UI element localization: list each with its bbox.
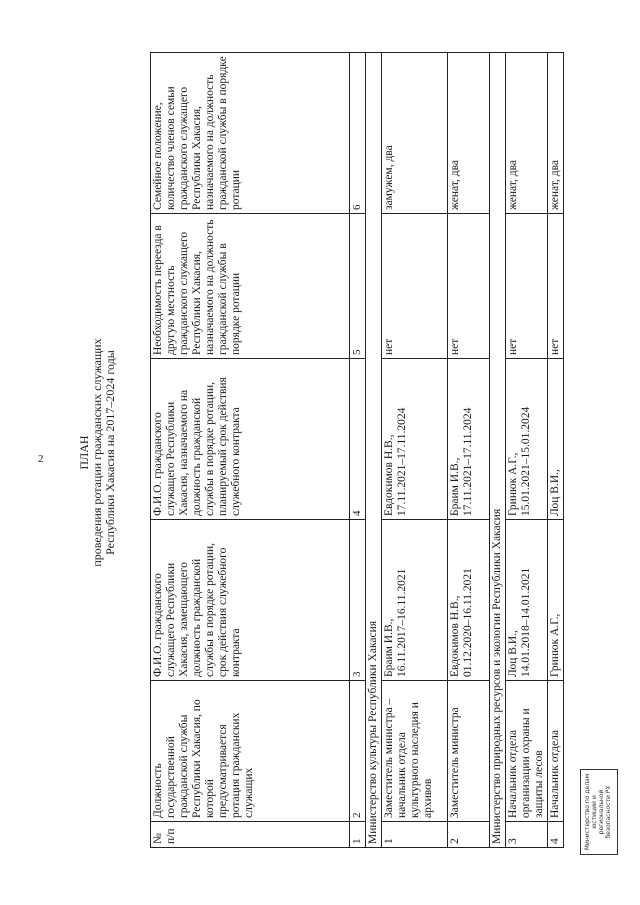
family-cell: женат, два <box>548 53 564 214</box>
current-employee-name: Браим И.В., <box>383 618 395 677</box>
column-number: 1 <box>350 822 366 848</box>
new-employee-cell <box>382 359 448 520</box>
column-number: 3 <box>350 520 366 681</box>
position-cell: Заместитель министра <box>448 681 490 822</box>
header-relocation: Необходимость переезда в другую местность гражданского служащего Республики Хакасия, назначаемого на должность гражданской службы в порядке ротации <box>151 214 350 359</box>
stamp-line: юстиции и региональной <box>591 789 605 835</box>
table-row <box>506 53 548 848</box>
document-subtitle-2: Республики Хакасия на 2017–2024 годы <box>103 350 117 555</box>
new-employee-cell <box>506 359 548 520</box>
new-contract-term: 17.11.2021–17.11.2024 <box>396 407 408 516</box>
table-row <box>382 53 448 848</box>
header-position: Должность государственной гражданской службы Республики Хакасия, по которой предусматривается ротация гражданских служащих <box>151 681 350 822</box>
current-contract-term: 01.12.2020–16.11.2021 <box>462 568 474 677</box>
current-employee-cell <box>382 520 448 681</box>
section-row <box>490 53 506 848</box>
column-number: 2 <box>350 681 366 822</box>
position-cell: Заместитель министра – начальник отдела культурного наследия и архивов <box>382 681 448 822</box>
position-cell: Начальник отдела организации охраны и защиты лесов <box>506 681 548 822</box>
header-new-employee: Ф.И.О. гражданского служащего Республики Хакасия, назначаемого на должность гражданской службы в порядке ротации, планируемый срок действия служебного контракта <box>151 359 350 520</box>
section-title: Министерство культуры Республики Хакасия <box>366 53 382 848</box>
section-row <box>366 53 382 848</box>
new-contract-term: 17.11.2021–17.11.2024 <box>462 407 474 516</box>
page-number: 2 <box>38 453 44 465</box>
relocation-cell: нет <box>548 214 564 359</box>
row-number: 4 <box>548 822 564 848</box>
row-number: 2 <box>448 822 490 848</box>
current-employee-name: Гринюк А.Г., <box>549 613 561 677</box>
current-employee-cell <box>448 520 490 681</box>
stamp-line: Министерство по делам <box>584 773 591 851</box>
rotation-plan-table <box>150 52 564 848</box>
new-employee-cell <box>448 359 490 520</box>
column-number-row <box>350 53 366 848</box>
table-row <box>548 53 564 848</box>
row-number: 3 <box>506 822 548 848</box>
relocation-cell: нет <box>448 214 490 359</box>
header-row <box>151 53 350 848</box>
new-employee-name: Гринюк А.Г., <box>507 452 519 516</box>
relocation-cell: нет <box>506 214 548 359</box>
new-employee-name: Евдокимов Н.В., <box>383 434 395 516</box>
current-contract-term: 14.01.2018–14.01.2021 <box>520 567 532 677</box>
current-employee-cell <box>548 520 564 681</box>
current-employee-name: Лоц В.И., <box>507 630 519 677</box>
row-number: 1 <box>382 822 448 848</box>
column-number: 6 <box>350 53 366 214</box>
document-subtitle-1: проведения ротации гражданских служащих <box>90 338 104 567</box>
registration-stamp <box>580 769 618 855</box>
header-current-employee: Ф.И.О. гражданского служащего Республики Хакасия, замещающего должность гражданской службы в порядке ротации, срок действия служебного контракта <box>151 520 350 681</box>
current-contract-term: 16.11.2017–16.11.2021 <box>396 568 408 677</box>
header-num: № п/п <box>151 822 350 848</box>
position-cell: Начальник отдела <box>548 681 564 822</box>
document-title: ПЛАН <box>77 435 91 470</box>
family-cell: женат, два <box>506 53 548 214</box>
stamp-line: безопасности РХ <box>605 785 612 839</box>
new-employee-name: Браим И.В., <box>449 457 461 516</box>
table-row <box>448 53 490 848</box>
new-contract-term: 15.01.2021–15.01.2024 <box>520 406 532 516</box>
new-employee-name: Лоц В.И., <box>549 469 561 516</box>
new-employee-cell <box>548 359 564 520</box>
column-number: 5 <box>350 214 366 359</box>
column-number: 4 <box>350 359 366 520</box>
family-cell: женат, два <box>448 53 490 214</box>
family-cell: замужем, два <box>382 53 448 214</box>
relocation-cell: нет <box>382 214 448 359</box>
section-title: Министерство природных ресурсов и экологии Республики Хакасия <box>490 53 506 848</box>
header-family: Семейное положение, количество членов семьи гражданского служащего Республики Хакасия, назначаемого на должность гражданской службы в порядке ротации <box>151 53 350 214</box>
current-employee-name: Евдокимов Н.В., <box>449 595 461 677</box>
current-employee-cell <box>506 520 548 681</box>
